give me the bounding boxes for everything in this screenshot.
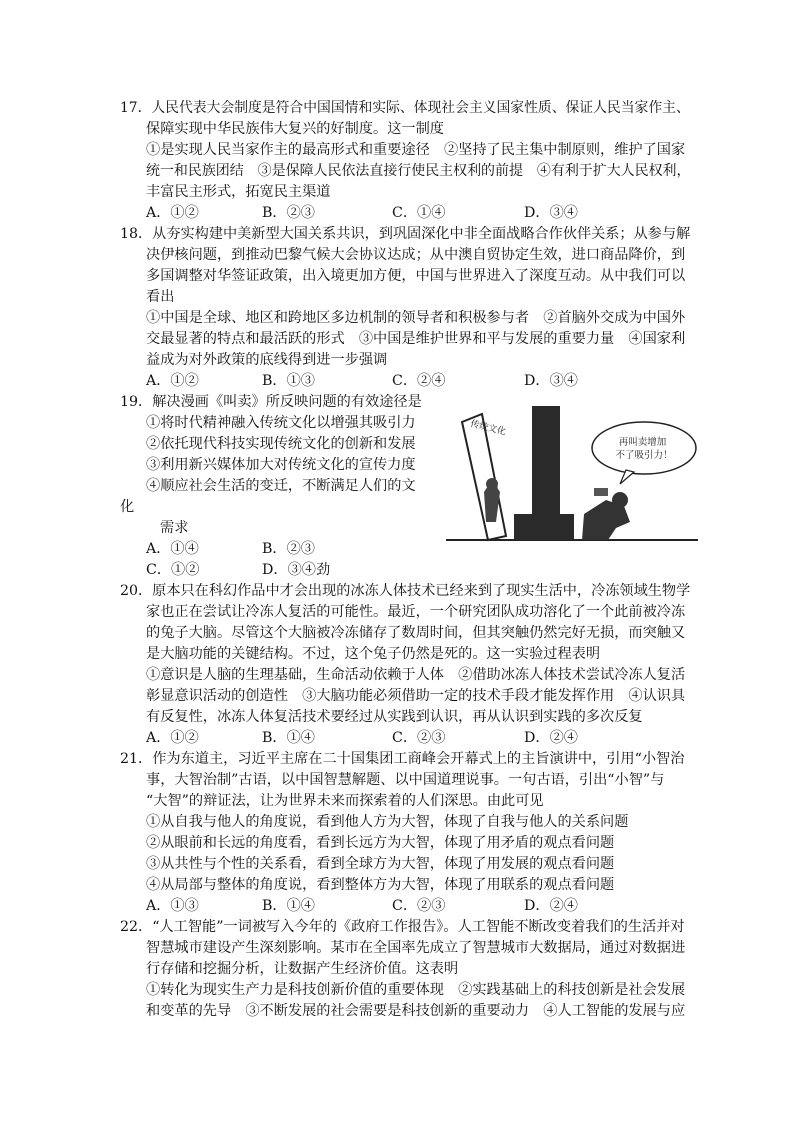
q18-option-d: D．③④ [524, 373, 578, 389]
q19-choice-4-cont: 需求 [160, 520, 189, 536]
q20-stem-line-2: 家也正在尝试让冷冻人复活的可能性。最近，一个研究团队成功溶化了一个此前被冷冻 [146, 604, 686, 620]
q20-choice-line-3: 有反复性，冰冻人体复活技术要经过从实践到认识，再从认识到实践的多次反复 [146, 709, 643, 725]
q18-option-a: A．①② [146, 373, 199, 389]
q20-stem-line-1: 20．原本只在科幻作品中才会出现的冰冻人体技术已经来到了现实生活中，冷冻领域生物学 [120, 583, 691, 599]
q19-cartoon-image [444, 396, 700, 546]
q19-choice-4: ④顺应社会生活的变迁，不断满足人们的文 [146, 478, 416, 494]
speech-bubble-text: 再叫卖增加 不了吸引力！ [615, 437, 673, 461]
speech-bubble [592, 422, 696, 474]
q21-choice-4: ④从局部与整体的角度说，看到整体方为大智，体现了用联系的观点看问题 [146, 877, 615, 893]
q20-option-c: C．②③ [392, 730, 446, 746]
q17-choice-line-1: ①是实现人民当家作主的最高形式和重要途径 ②坚持了民主集中制原则，维护了国家 [146, 142, 686, 158]
q22-stem-line-3: 行存储和挖掘分析，让数据产生经济价值。这表明 [146, 961, 459, 977]
q20-option-b: B．①④ [262, 730, 315, 746]
q17-option-a: A．①② [146, 205, 199, 221]
pillar-label: 传统文化 [469, 419, 507, 438]
q17-option-b: B．②③ [262, 205, 315, 221]
q21-choice-3: ③从共性与个性的关系看，看到全球方为大智，体现了用发展的观点看问题 [146, 856, 615, 872]
q21-option-d: D．②④ [524, 898, 578, 914]
q19-stem: 19．解决漫画《叫卖》所反映问题的有效途径是 [120, 394, 422, 410]
q17-stem-line-2: 保障实现中华民族伟大复兴的好制度。这一制度 [146, 121, 444, 137]
q18-choice-line-2: 交最显著的特点和最活跃的形式 ③中国是维护世界和平与发展的重要力量 ④国家利 [146, 331, 686, 347]
q21-choice-1: ①从自我与他人的角度说，看到他人方为大智，体现了自我与他人的关系问题 [146, 814, 629, 830]
q20-choice-line-2: 彰显意识活动的创造性 ③大脑功能必须借助一定的技术手段才能发挥作用 ④认识具 [146, 688, 686, 704]
q20-stem-line-4: 是大脑功能的关键结构。不过，这个兔子仍然是死的。这一实验过程表明 [146, 646, 601, 662]
q17-option-c: C．①④ [392, 205, 446, 221]
q21-option-b: B．①④ [262, 898, 315, 914]
q17-stem-line-1: 17．人民代表大会制度是符合中国国情和实际、体现社会主义国家性质、保证人民当家作主、 [120, 100, 690, 116]
q17-option-d: D．③④ [524, 205, 578, 221]
q17-choice-line-2: 统一和民族团结 ③是保障人民依法直接行使民主权利的前提 ④有利于扩大人民权利， [146, 163, 691, 179]
q19-option-b: B．②③ [262, 541, 315, 557]
q21-stem-line-3: “大智”的辩证法，让为世界未来而探索着的人们深思。由此可见 [146, 793, 544, 809]
q22-choice-line-1: ①转化为现实生产力是科技创新价值的重要体现 ②实践基础上的科技创新是社会发展 [146, 982, 686, 998]
q19-choice-2: ②依托现代科技实现传统文化的创新和发展 [146, 436, 416, 452]
q19-option-d: D．③④劲 [262, 562, 331, 578]
q22-stem-line-2: 智慧城市建设产生深刻影响。某市在全国率先成立了智慧城市大数据局，通过对数据进 [146, 940, 686, 956]
q18-option-c: C．②④ [392, 373, 446, 389]
q17-choice-line-3: 丰富民主形式，拓宽民主渠道 [146, 184, 331, 200]
q18-option-b: B．①③ [262, 373, 315, 389]
q20-option-a: A．①② [146, 730, 199, 746]
q18-stem-line-2: 决伊核问题，到推动巴黎气候大会协议达成；从中澳自贸协定生效，进口商品降价，到 [146, 247, 686, 263]
q18-choice-line-1: ①中国是全球、地区和跨地区多边机制的领导者和积极参与者 ②首脑外交成为中国外 [146, 310, 686, 326]
q18-stem-line-4: 看出 [146, 289, 175, 305]
q19-option-c: C．①② [146, 562, 200, 578]
q21-stem-line-1: 21．作为东道主，习近平主席在二十国集团工商峰会开幕式上的主旨演讲中，引用“小智治 [120, 751, 685, 767]
q19-choice-3: ③利用新兴媒体加大对传统文化的宣传力度 [146, 457, 416, 473]
q22-stem-line-1: 22．“人工智能”一词被写入今年的《政府工作报告》。人工智能不断改变着我们的生活并对 [120, 919, 685, 935]
q20-option-d: D．②④ [524, 730, 578, 746]
q18-stem-line-1: 18．从夯实构建中美新型大国关系共识，到巩固深化中非全面战略合作伙伴关系；从参与解 [120, 226, 691, 242]
q21-option-a: A．①③ [146, 898, 199, 914]
q19-choice-1: ①将时代精神融入传统文化以增强其吸引力 [146, 415, 416, 431]
q20-choice-line-1: ①意识是人脑的生理基础，生命活动依赖于人体 ②借助冰冻人体技术尝试冷冻人复活 [146, 667, 686, 683]
q19-choice-4-wrap: 化 [120, 499, 135, 515]
q18-choice-line-3: 益成为对外政策的底线得到进一步强调 [146, 352, 388, 368]
q21-stem-line-2: 事，大智治制”古语，以中国智慧解题、以中国道理说事。一句古语，引出“小智”与 [146, 772, 665, 788]
q19-option-a: A．①④ [146, 541, 199, 557]
q22-choice-line-2: 和变革的先导 ③不断发展的社会需要是科技创新的重要动力 ④人工智能的发展与应 [146, 1003, 686, 1019]
q18-stem-line-3: 多国调整对华签证政策，出入境更加方便，中国与世界进入了深度互动。从中我们可以 [146, 268, 686, 284]
q21-choice-2: ②从眼前和长远的角度看，看到长远方为大智，体现了用矛盾的观点看问题 [146, 835, 615, 851]
q20-stem-line-3: 的兔子大脑。尽管这个大脑被冷冻储存了数周时间，但其突触仍然完好无损，而突触又 [146, 625, 686, 641]
q21-option-c: C．②③ [392, 898, 446, 914]
